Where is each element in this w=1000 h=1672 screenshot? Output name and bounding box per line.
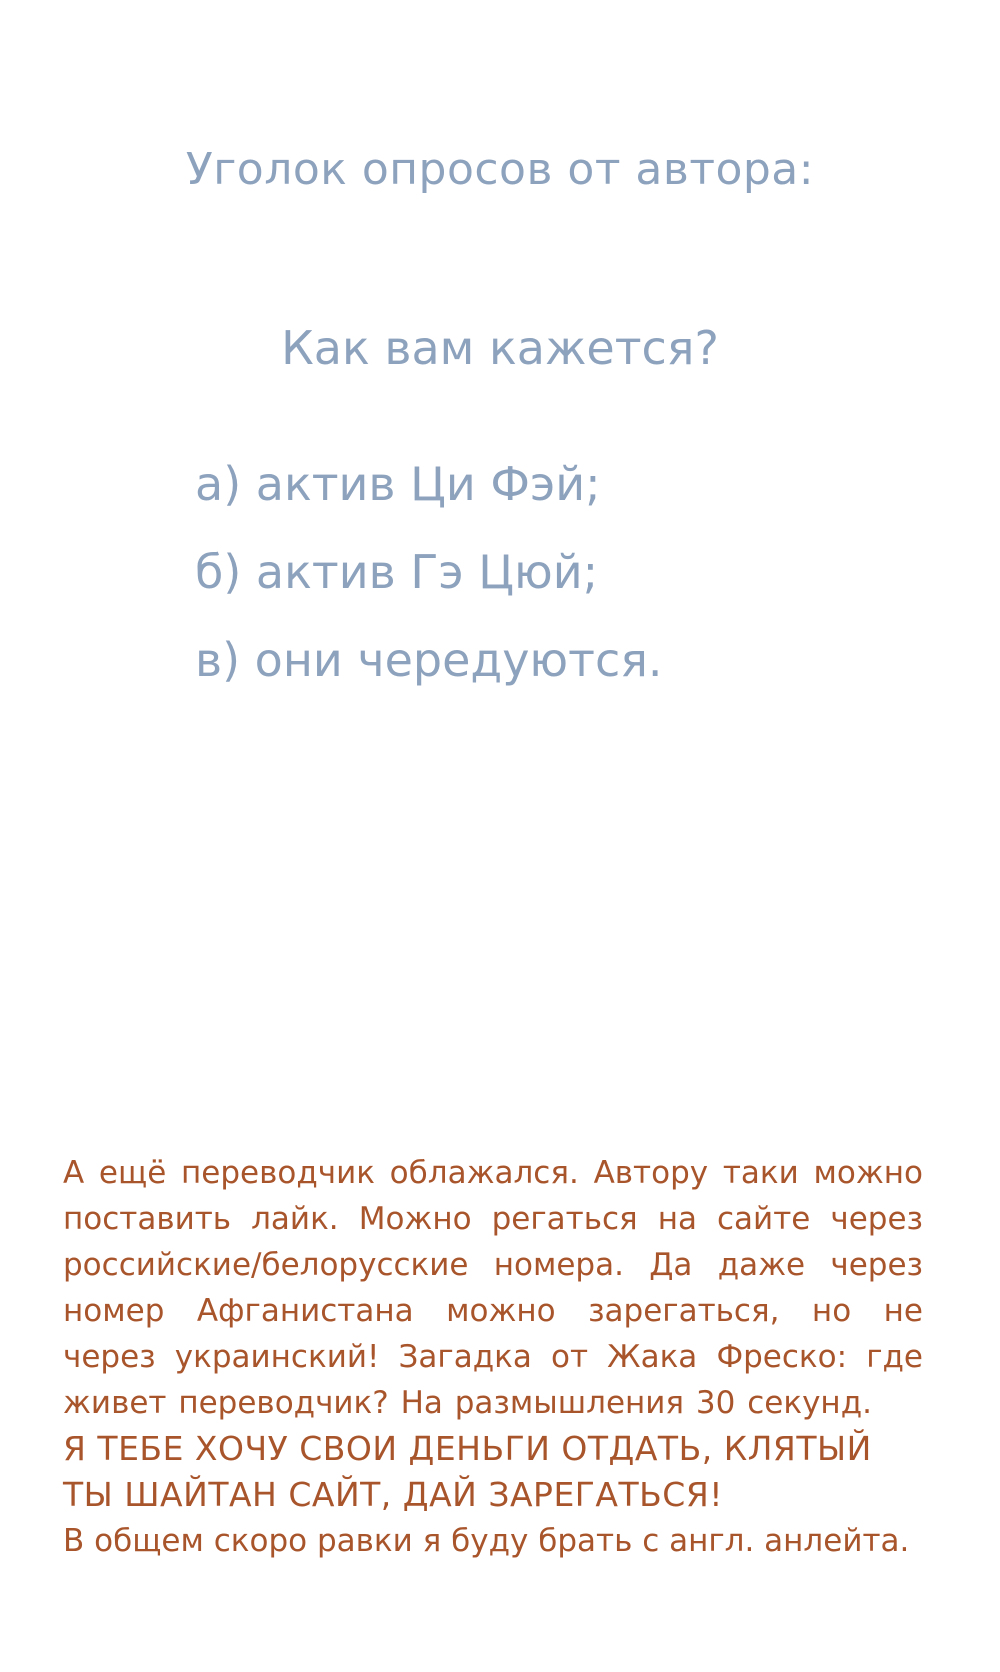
translator-note-shout: Я ТЕБЕ ХОЧУ СВОИ ДЕНЬГИ ОТДАТЬ, КЛЯТЫЙ ТЫ ШАЙТАН САЙТ, ДАЙ ЗАРЕГАТЬСЯ! bbox=[63, 1429, 872, 1514]
poll-option-a: а) актив Ци Фэй; bbox=[195, 457, 601, 511]
translator-note bbox=[63, 1150, 923, 1564]
poll-title: Уголок опросов от автора: bbox=[185, 144, 815, 195]
translator-note-paragraph: А ещё переводчик облажался. Автору таки можно поставить лайк. Можно регаться на сайте через российские/белорусские номера. Да даже через номер Афганистана можно зарегаться, но не через украинский! Загадка от Жака Фреско: где живет переводчик? На размышления 30 секунд. bbox=[63, 1155, 923, 1421]
poll-option-b: б) актив Гэ Цюй; bbox=[195, 545, 599, 599]
poll-options-list bbox=[195, 454, 895, 718]
poll-question: Как вам кажется? bbox=[281, 321, 719, 375]
translator-note-closing: В общем скоро равки я буду брать с англ. анлейта. bbox=[63, 1523, 910, 1559]
poll-option-c: в) они чередуются. bbox=[195, 633, 663, 687]
